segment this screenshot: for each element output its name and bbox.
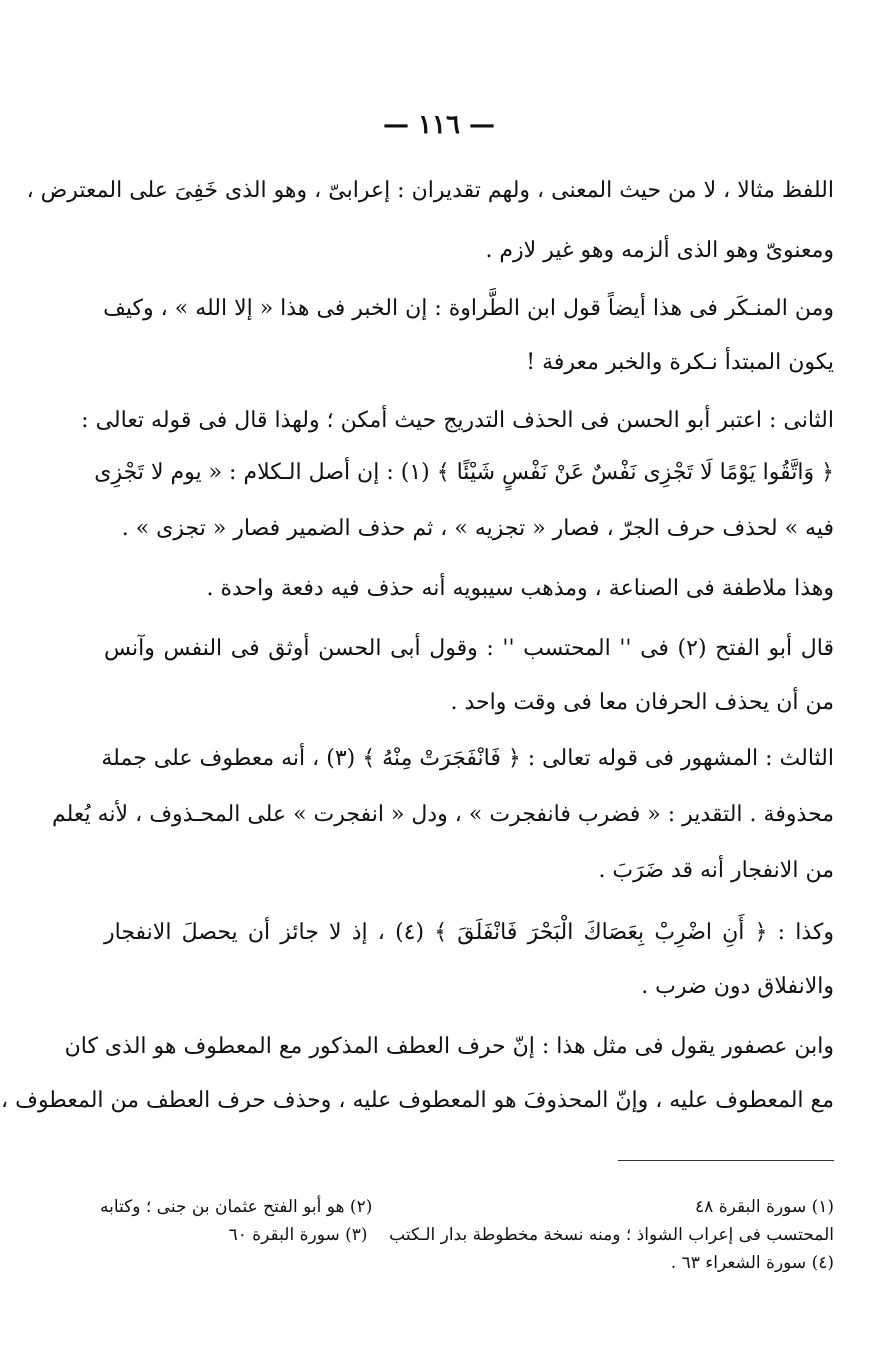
text-line: الثانى : اعتبر أبو الحسن فى الحذف التدريج حيث أمكن ؛ ولهذا قال فى قوله تعالى : bbox=[81, 408, 834, 433]
text-line: مع المعطوف عليه ، وإنّ المحذوفَ هو المعطوف عليه ، وحذف حرف العطف من المعطوف ، bbox=[1, 1088, 834, 1113]
text-line: الثالث : المشهور فى قوله تعالى : ﴿ فَانْفَجَرَتْ مِنْهُ ﴾ (٣) ، أنه معطوف على جملة bbox=[101, 746, 834, 771]
text-line: من أن يحذف الحرفان معا فى وقت واحد . bbox=[450, 690, 834, 715]
text-line: ومن المنـكَر فى هذا أيضاً قول ابن الطَّراوة : إن الخبر فى هذا « إلا الله » ، وكيف bbox=[103, 296, 834, 321]
text-line: وابن عصفور يقول فى مثل هذا : إنّ حرف العطف المذكور مع المعطوف هو الذى كان bbox=[64, 1034, 834, 1059]
footnote-4: (٤) سورة الشعراء ٦٣ . bbox=[670, 1253, 834, 1273]
text-line: قال أبو الفتح (٢) فى '' المحتسب '' : وقول أبى الحسن أوثق فى النفس وآنس bbox=[104, 636, 834, 661]
footnote-3: (٣) سورة البقرة ٦٠ bbox=[228, 1225, 368, 1245]
text-line: ﴿ وَاتَّقُوا يَوْمًا لَا تَجْزِى نَفْسٌ عَنْ نَفْسٍ شَيْئًا ﴾ (١) : إن أصل الـكلام : « يوم لا تَجْزِى bbox=[94, 460, 834, 485]
footnote-2-continued: المحتسب فى إعراب الشواذ ؛ ومنه نسخة مخطوطة بدار الـكتب bbox=[389, 1225, 834, 1245]
footnote-row bbox=[100, 1194, 834, 1220]
text-line: من الانفجار أنه قد ضَرَبَ . bbox=[598, 858, 834, 883]
footnote-row bbox=[100, 1222, 834, 1248]
page-number: — ١١٦ — bbox=[382, 110, 496, 140]
footnote-1: (١) سورة البقرة ٤٨ bbox=[695, 1197, 834, 1217]
footnote-2: (٢) هو أبو الفتح عثمان بن جنى ؛ وكتابه bbox=[100, 1197, 373, 1217]
text-line: وكذا : ﴿ أَنِ اضْرِبْ بِعَصَاكَ الْبَحْرَ فَانْفَلَقَ ﴾ (٤) ، إذ لا جائز أن يحصلَ الانفجار bbox=[104, 920, 834, 945]
text-line: وهذا ملاطفة فى الصناعة ، ومذهب سيبويه أنه حذف فيه دفعة واحدة . bbox=[206, 576, 834, 601]
text-line: محذوفة . التقدير : « فضرب فانفجرت » ، ودل « انفجرت » على المحـذوف ، لأنه يُعلم bbox=[51, 802, 834, 827]
footnote-divider bbox=[618, 1160, 834, 1161]
text-line: يكون المبتدأ نـكرة والخبر معرفة ! bbox=[526, 350, 834, 375]
text-line: فيه » لحذف حرف الجرّ ، فصار « تجزيه » ، ثم حذف الضمير فصار « تجزى » . bbox=[121, 516, 834, 541]
text-line: ومعنوىّ وهو الذى ألزمه وهو غير لازم . bbox=[485, 238, 834, 263]
text-line: والانفلاق دون ضرب . bbox=[641, 974, 834, 999]
text-line: اللفظ مثالا ، لا من حيث المعنى ، ولهم تقديران : إعرابىّ ، وهو الذى خَفِىَ على المعترض ، bbox=[26, 178, 834, 203]
